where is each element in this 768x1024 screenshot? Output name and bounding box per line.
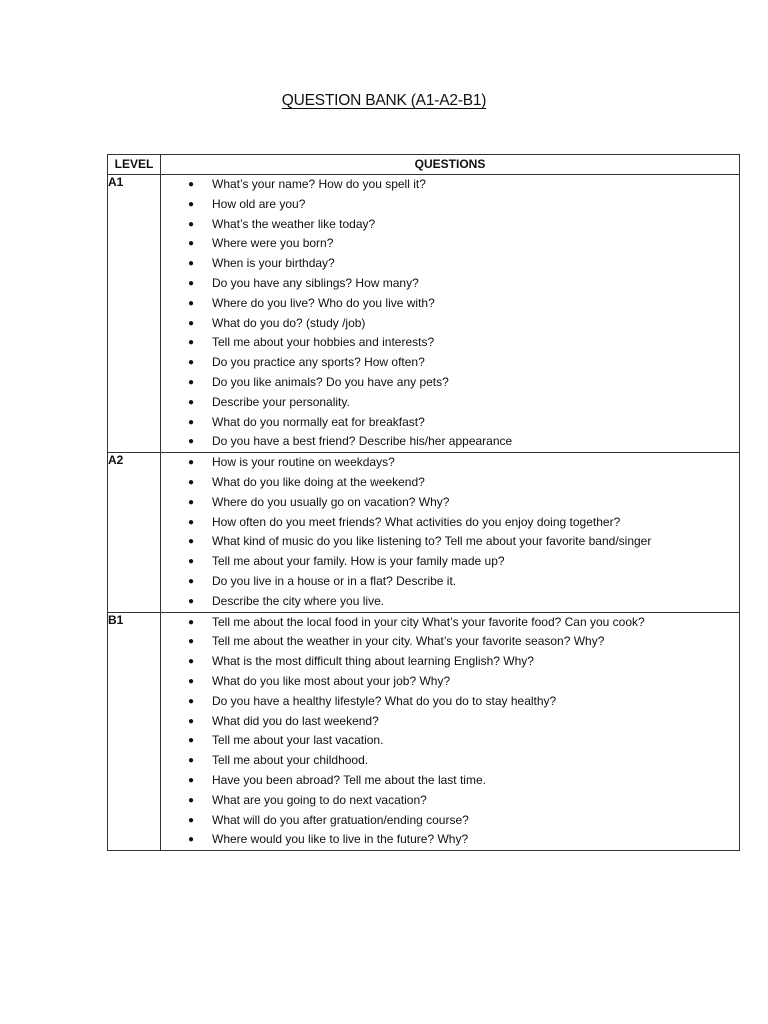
bullet-icon: ● (188, 179, 195, 190)
list-item (161, 632, 739, 652)
bullet-icon: ● (188, 735, 195, 747)
bullet-icon: ● (188, 337, 195, 349)
question-text: Do you practice any sports? How often? (212, 355, 425, 370)
list-item (161, 552, 739, 572)
question-text: What’s your name? How do you spell it? (212, 177, 426, 191)
list-item (161, 353, 739, 373)
list-item (161, 712, 739, 732)
list-item (161, 572, 739, 592)
question-text: Tell me about the local food in your city What’s your favorite food? Can you cook? (212, 614, 645, 629)
level-row-a1 (108, 175, 740, 453)
bullet-icon: ● (188, 755, 195, 767)
question-text: What will do you after gratuation/ending course? (212, 812, 469, 827)
level-cell: A2 (108, 453, 161, 612)
question-text: When is your birthday? (212, 256, 335, 271)
question-text: Do you have a healthy lifestyle? What do you do to stay healthy? (212, 693, 557, 708)
bullet-icon: ● (188, 297, 195, 309)
page-title: QUESTION BANK (A1-A2-B1) (281, 92, 487, 109)
bullet-icon: ● (188, 218, 195, 230)
bullet-icon: ● (188, 695, 195, 707)
question-text: Tell me about your family. How is your family made up? (212, 554, 505, 569)
question-text: What’s the weather like today? (212, 216, 376, 231)
table-header-row (108, 155, 740, 175)
list-item (161, 830, 739, 850)
bullet-icon: ● (188, 794, 195, 806)
question-list (161, 613, 739, 851)
level-cell: A1 (108, 175, 161, 453)
bullet-icon: ● (188, 457, 195, 469)
bullet-icon: ● (188, 536, 195, 548)
list-item (161, 274, 739, 294)
list-item (161, 333, 739, 353)
level-row-b1 (108, 612, 740, 851)
question-text: Have you been abroad? Tell me about the last time. (212, 772, 486, 787)
list-item (161, 314, 739, 334)
list-item (161, 453, 739, 473)
questions-column-header: QUESTIONS (161, 155, 740, 175)
question-text: Do you have any siblings? How many? (212, 275, 419, 290)
bullet-icon: ● (188, 575, 195, 587)
bullet-icon: ● (188, 238, 195, 250)
question-text: Do you like animals? Do you have any pets? (212, 374, 449, 389)
list-item (161, 513, 739, 533)
bullet-icon: ● (188, 258, 195, 270)
question-text: How old are you? (212, 196, 306, 211)
list-item (161, 393, 739, 413)
bullet-icon: ● (188, 656, 195, 668)
list-item (161, 473, 739, 493)
bullet-icon: ● (188, 376, 195, 388)
table-body (108, 175, 740, 851)
list-item (161, 532, 739, 552)
question-text: What did you do last weekend? (212, 713, 379, 728)
list-item (161, 672, 739, 692)
question-text: What is the most difficult thing about learning English? Why? (212, 654, 534, 669)
level-cell: B1 (108, 612, 161, 851)
bullet-icon: ● (188, 396, 195, 408)
level-column-header: LEVEL (108, 155, 161, 175)
question-text: What kind of music do you like listening to? Tell me about your favorite band/singer (212, 534, 652, 549)
bullet-icon: ● (188, 834, 195, 846)
bullet-icon: ● (188, 496, 195, 508)
questions-cell (161, 453, 740, 612)
bullet-icon: ● (188, 556, 195, 568)
bullet-icon: ● (188, 476, 195, 488)
question-text: How often do you meet friends? What activities do you enjoy doing together? (212, 514, 621, 529)
question-table (107, 154, 740, 851)
question-text: What do you like doing at the weekend? (212, 474, 425, 489)
question-text: What do you do? (study /job) (212, 315, 366, 330)
list-item (161, 652, 739, 672)
list-item (161, 175, 739, 195)
question-text: Do you have a best friend? Describe his/her appearance (212, 434, 513, 449)
question-text: Where do you live? Who do you live with? (212, 295, 435, 310)
question-text: What do you like most about your job? Why? (212, 673, 451, 688)
list-item (161, 771, 739, 791)
question-text: Describe the city where you live. (212, 593, 385, 608)
question-text: Where were you born? (212, 236, 334, 251)
list-item (161, 294, 739, 314)
question-text: What are you going to do next vacation? (212, 792, 427, 807)
question-text: Where would you like to live in the future? Why? (212, 832, 469, 847)
questions-cell (161, 175, 740, 453)
bullet-icon: ● (188, 436, 195, 448)
list-item (161, 592, 739, 612)
question-text: How is your routine on weekdays? (212, 455, 395, 470)
bullet-icon: ● (188, 675, 195, 687)
bullet-icon: ● (188, 814, 195, 826)
list-item (161, 613, 739, 633)
list-item (161, 432, 739, 452)
question-text: Where do you usually go on vacation? Why? (212, 494, 450, 509)
list-item (161, 731, 739, 751)
question-list (161, 175, 739, 452)
bullet-icon: ● (188, 357, 195, 369)
bullet-icon: ● (188, 774, 195, 786)
question-text: What do you normally eat for breakfast? (212, 414, 425, 429)
question-text: Tell me about your last vacation. (212, 733, 384, 748)
bullet-icon: ● (188, 317, 195, 329)
list-item (161, 413, 739, 433)
bullet-icon: ● (188, 416, 195, 428)
list-item (161, 234, 739, 254)
bullet-icon: ● (188, 516, 195, 528)
list-item (161, 811, 739, 831)
list-item (161, 215, 739, 235)
list-item (161, 692, 739, 712)
question-text: Tell me about your childhood. (212, 753, 369, 768)
bullet-icon: ● (188, 636, 195, 648)
bullet-icon: ● (188, 277, 195, 289)
level-row-a2 (108, 453, 740, 612)
question-text: Tell me about your hobbies and interests? (212, 335, 435, 350)
list-item (161, 791, 739, 811)
bullet-icon: ● (188, 595, 195, 607)
question-text: Describe your personality. (212, 394, 350, 409)
list-item (161, 373, 739, 393)
list-item (161, 195, 739, 215)
list-item (161, 254, 739, 274)
list-item (161, 493, 739, 513)
list-item (161, 751, 739, 771)
question-list (161, 453, 739, 611)
question-text: Do you live in a house or in a flat? Describe it. (212, 573, 457, 588)
bullet-icon: ● (188, 715, 195, 727)
questions-cell (161, 612, 740, 851)
bullet-icon: ● (188, 616, 195, 628)
bullet-icon: ● (188, 198, 195, 210)
question-text: Tell me about the weather in your city. What’s your favorite season? Why? (212, 634, 605, 649)
